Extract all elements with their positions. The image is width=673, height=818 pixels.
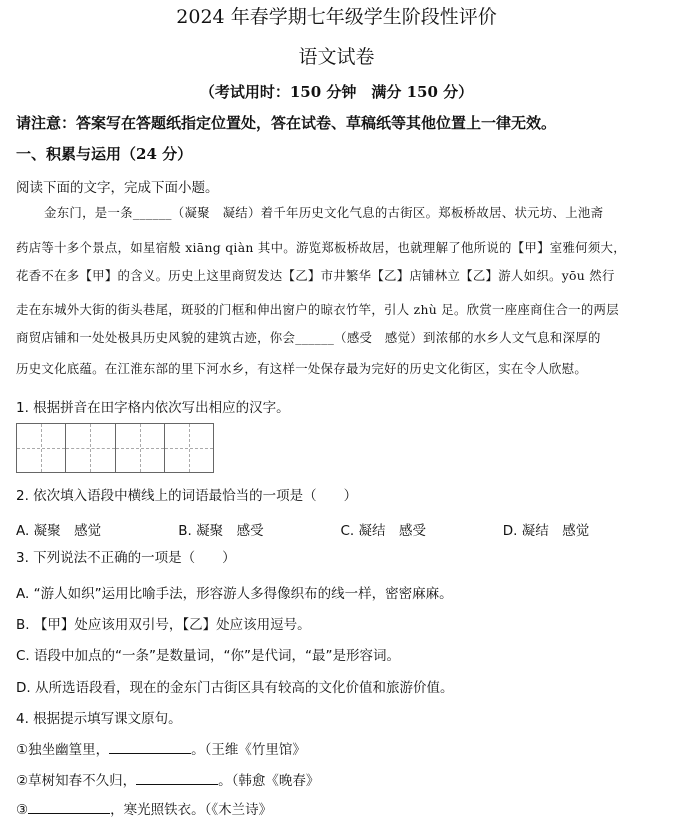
exam-time: （考试用时：150 分钟 满分 150 分） [199,83,474,101]
grid-cell[interactable] [66,424,115,472]
q2-options [16,519,665,539]
passage-line: 商贸店铺和一处处极具历史风貌的建筑古迹，你会______（感受 感觉）到浓郁的水乡人文气息和深厚的 [16,330,601,345]
question-2: 2. 依次填入语段中横线上的词语最恰当的一项是（ ） [16,488,358,504]
q4-item-prefix: ③ [16,802,29,818]
q3-option-c[interactable]: C. 语段中加点的“一条”是数量词，“你”是代词，“最”是形容词。 [16,648,400,664]
option-c[interactable]: C. 凝结 感受 [340,523,427,539]
tianzige-grid[interactable] [16,423,214,473]
option-d[interactable]: D. 凝结 感觉 [502,523,590,539]
answer-blank[interactable] [136,770,218,785]
question-4: 4. 根据提示填写课文原句。 [16,711,182,727]
instruction: 阅读下面的文字，完成下面小题。 [16,180,219,196]
q4-item-suffix: ，寒光照铁衣。（《木兰诗》 [110,802,273,818]
grid-cell[interactable] [116,424,165,472]
question-3: 3. 下列说法不正确的一项是（ ） [16,550,236,566]
answer-blank[interactable] [28,799,110,814]
q3-option-b[interactable]: B. 【甲】处应该用双引号，【乙】处应该用逗号。 [16,617,311,633]
option-a[interactable]: A. 凝聚 感觉 [16,523,102,539]
passage-line: 药店等十多个景点，如星宿般 xiāng qiàn 其中。游览郑板桥故居，也就理解了他所说的【甲】室雅何须大， [16,240,626,255]
passage-line: 金东门，是一条______（凝聚 凝结）着千年历史文化气息的古街区。郑板桥故居、状元坊、上池斋 [44,205,604,220]
exam-title: 2024 年春学期七年级学生阶段性评价 [176,6,497,28]
passage-line: 历史文化底蕴。在江淮东部的里下河水乡，有这样一处保存最为完好的历史文化街区，实在令人欣慰。 [16,361,588,376]
exam-subtitle: 语文试卷 [298,46,375,68]
q4-item [16,769,665,789]
option-b[interactable]: B. 凝聚 感受 [178,523,264,539]
grid-cell[interactable] [17,424,66,472]
q4-item-prefix: ①独坐幽篁里， [16,742,110,758]
q4-item [16,738,665,758]
question-1: 1. 根据拼音在田字格内依次写出相应的汉字。 [16,400,290,416]
q4-item [16,798,665,818]
passage-line: 走在东城外大街的街头巷尾，斑驳的门框和伸出窗户的晾衣竹竿，引人 zhù 足。欣赏一座座商住合一的两层 [16,302,619,317]
q3-option-a[interactable]: A. “游人如织”运用比喻手法，形容游人多得像织布的线一样，密密麻麻。 [16,586,453,602]
q3-option-d[interactable]: D. 从所选语段看，现在的金东门古街区具有较高的文化价值和旅游价值。 [16,680,454,696]
q4-item-suffix: 。（韩愈《晚春》 [218,773,320,789]
answer-blank[interactable] [109,739,191,754]
q4-item-prefix: ②草树知春不久归， [16,773,137,789]
grid-cell[interactable] [165,424,213,472]
section-heading: 一、积累与运用（24 分） [16,145,193,163]
notice: 请注意：答案写在答题纸指定位置处，答在试卷、草稿纸等其他位置上一律无效。 [16,114,557,132]
q4-item-suffix: 。（王维《竹里馆》 [191,742,306,758]
passage-line: 花香不在多【甲】的含义。历史上这里商贸发达【乙】市井繁华【乙】店铺林立【乙】游人如织。yōu 然行 [16,268,615,283]
